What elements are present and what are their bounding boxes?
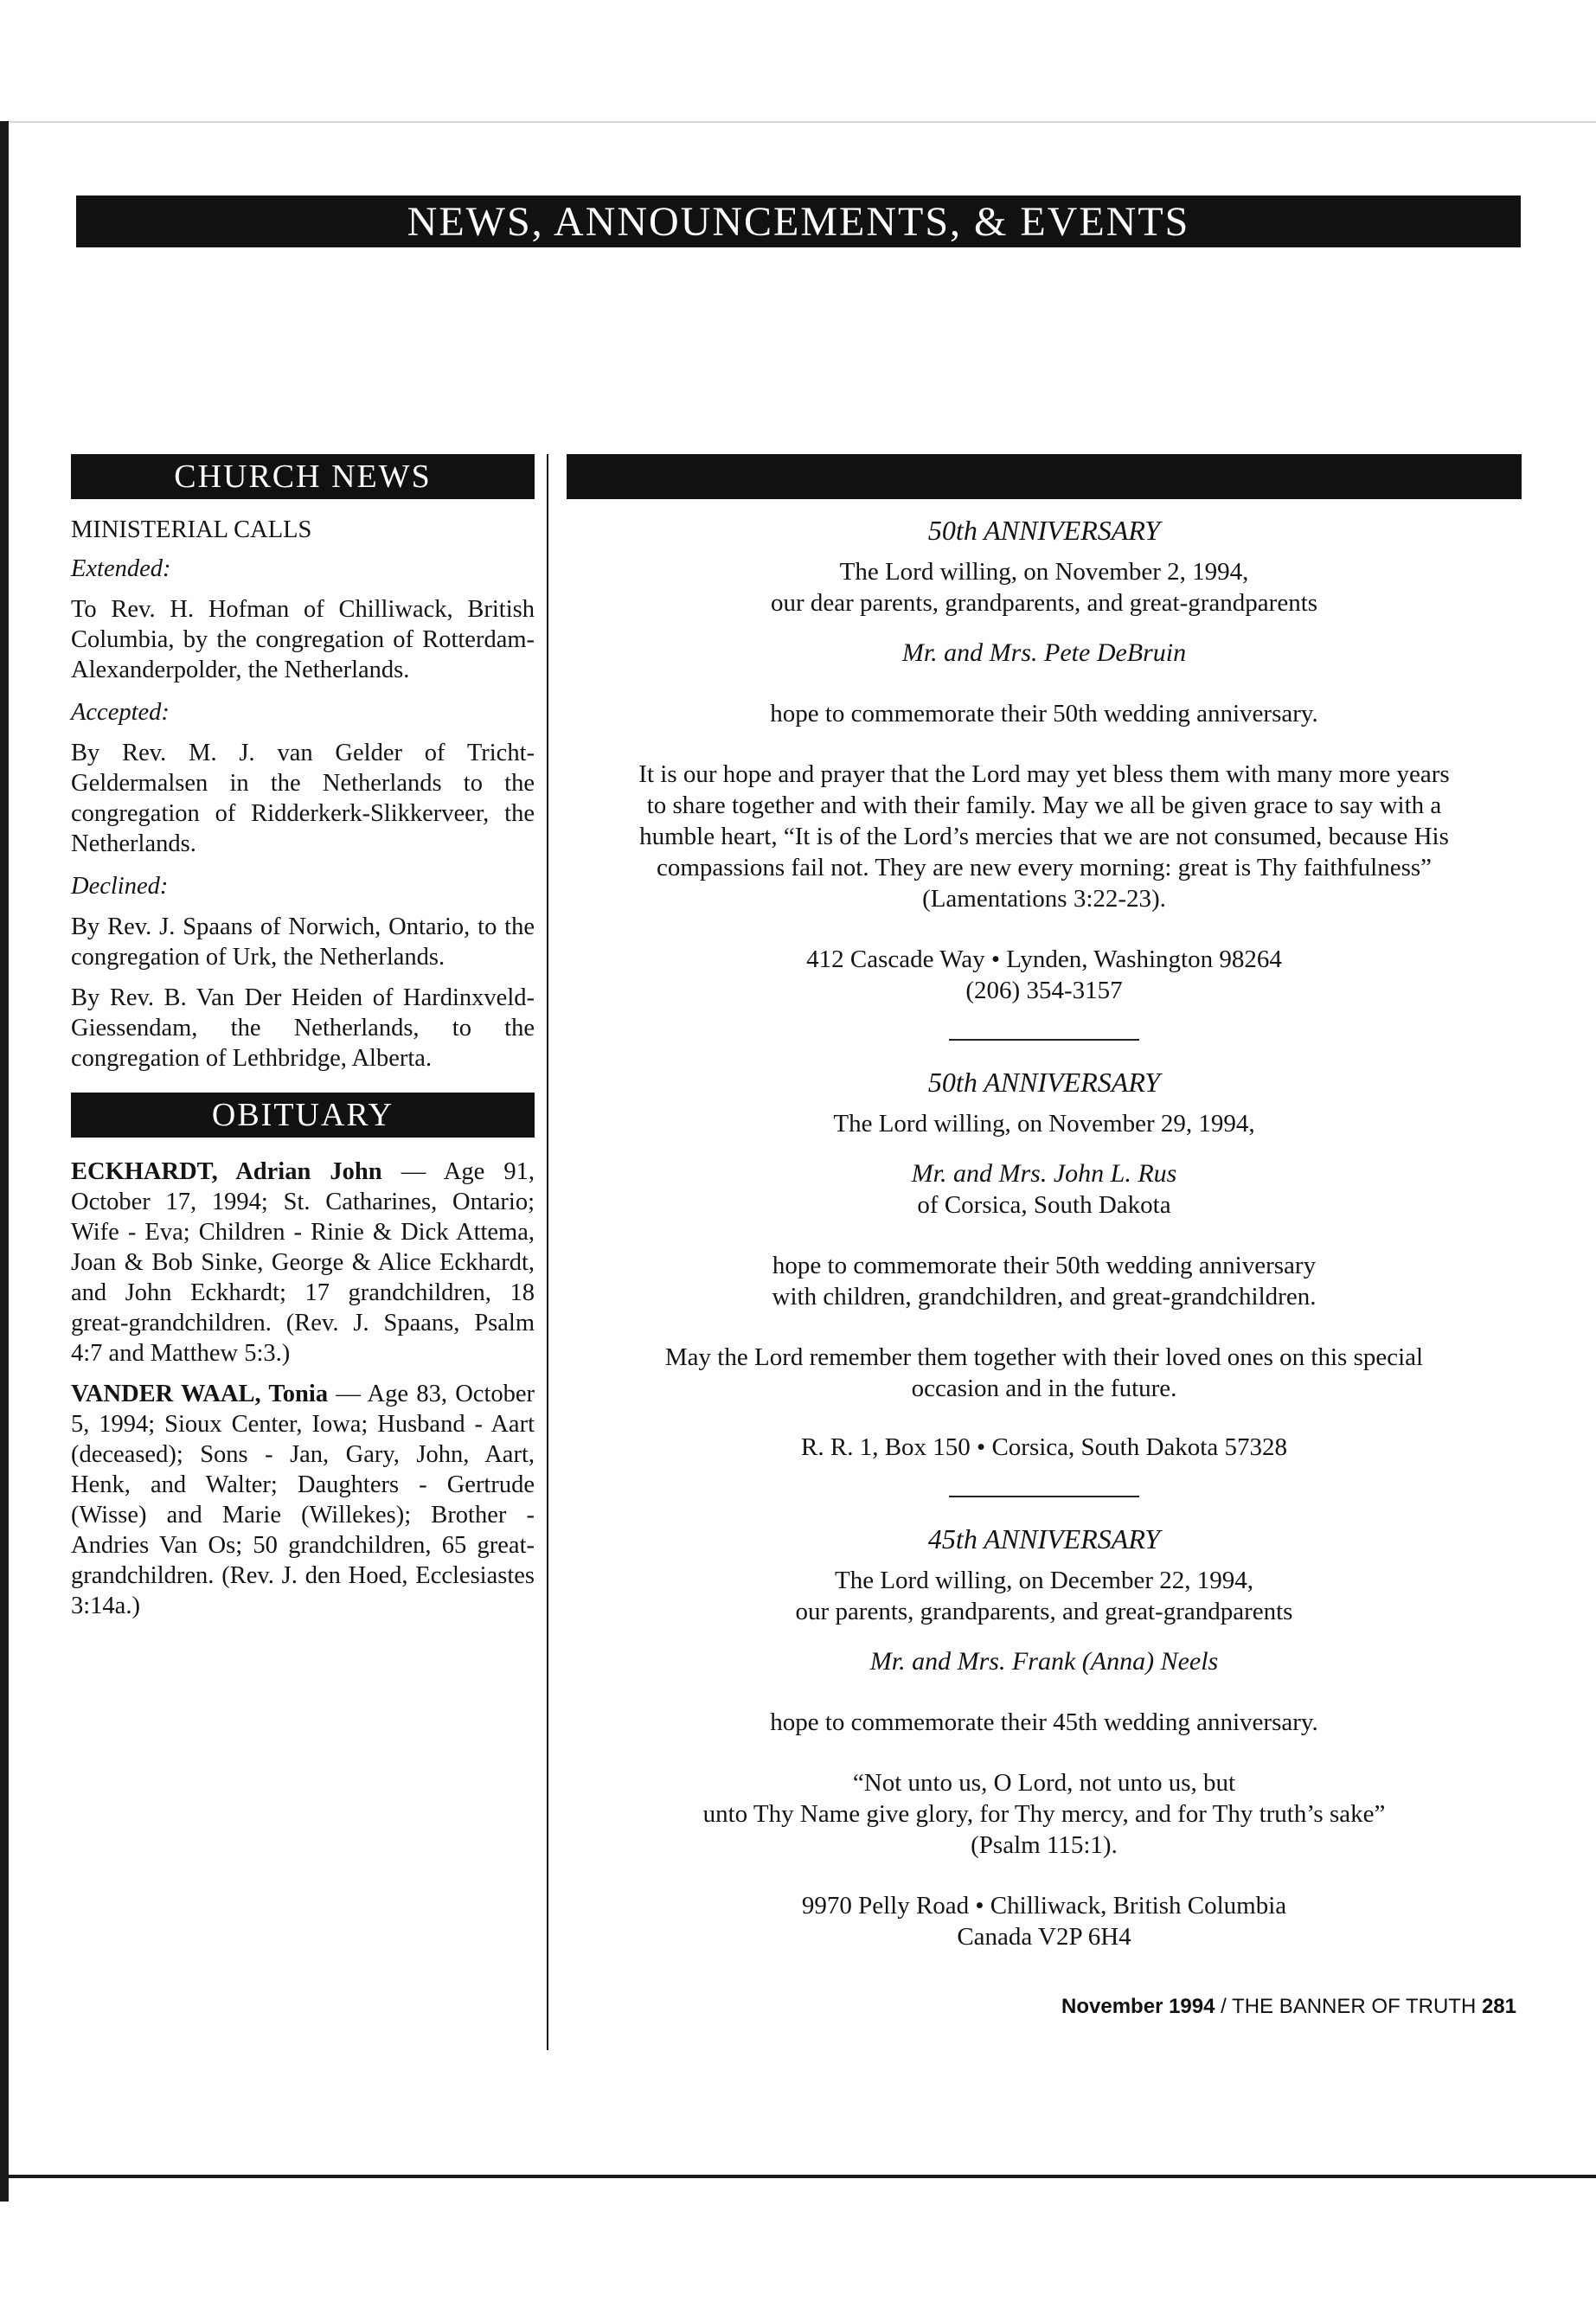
announcement-message-line: May the Lord remember them together with their loved ones on this special — [664, 1343, 1424, 1371]
announcement-intro-line: The Lord willing, on November 2, 1994, — [839, 558, 1249, 586]
announcement-hope: hope to commemorate their 50th wedding anniversary. — [770, 700, 1318, 727]
church-news-heading: CHURCH NEWS — [71, 454, 535, 499]
announcement-address-line: 412 Cascade Way • Lynden, Washington 98264 — [806, 945, 1282, 973]
announcement-hope: hope to commemorate their 50th wedding anniversary — [772, 1252, 1317, 1279]
announcement-intro-line: The Lord willing, on November 29, 1994, — [833, 1110, 1255, 1138]
obituary-entry — [71, 1379, 535, 1621]
declined-text-1: By Rev. J. Spaans of Norwich, Ontario, to the congregation of Urk, the Netherlands. — [71, 913, 535, 971]
extended-text: To Rev. H. Hofman of Chilliwack, British Columbia, by the congregation of Rotterdam-Alexanderpolder, the Netherlands. — [71, 596, 535, 683]
announcement-couple-location: of Corsica, South Dakota — [917, 1191, 1171, 1219]
extended-label: Extended: — [71, 555, 171, 582]
obituary-text: — Age 91, October 17, 1994; St. Catharines, Ontario; Wife - Eva; Children - Rinie & Dick Attema, Joan & Bob Sinke, George & Alice Eckhardt, and John Eckhardt; 17 grandchildren, 18 great-grandchildren. (Rev. J. Spaans, Psalm 4:7 and Matthew 5:3.) — [71, 1158, 535, 1367]
accepted-text: By Rev. M. J. van Gelder of Tricht-Geldermalsen in the Netherlands to the congregation of Ridderkerk-Slikkerveer, the Netherlands. — [71, 740, 535, 857]
declined-text-2: By Rev. B. Van Der Heiden of Hardinxveld-Giessendam, the Netherlands, to the congregation of Lethbridge, Alberta. — [71, 984, 535, 1072]
announcement-separator — [949, 1039, 1139, 1041]
obituary-heading: OBITUARY — [71, 1093, 535, 1138]
announcement-phone: (206) 354-3157 — [965, 977, 1123, 1004]
announcement-address-line: R. R. 1, Box 150 • Corsica, South Dakota 57328 — [801, 1433, 1287, 1461]
declined-label: Declined: — [71, 873, 169, 900]
announcement-separator — [949, 1496, 1139, 1497]
accepted-label: Accepted: — [71, 699, 170, 726]
page-banner: NEWS, ANNOUNCEMENTS, & EVENTS — [76, 195, 1521, 247]
footer-date: November 1994 — [1061, 1995, 1215, 2018]
announcement-hope: with children, grandchildren, and great-grandchildren. — [772, 1283, 1317, 1311]
announcements-header-bar — [567, 454, 1522, 499]
announcement-message-line: compassions fail not. They are new every morning: great is Thy faithfulness” — [656, 854, 1433, 881]
ministerial-calls-subheading: MINISTERIAL CALLS — [71, 516, 312, 543]
announcement-title: 50th ANNIVERSARY — [927, 515, 1161, 546]
announcement-2 — [567, 1067, 1522, 1463]
announcement-message-line: (Psalm 115:1). — [971, 1831, 1118, 1859]
footer-page-number: 281 — [1481, 1995, 1516, 2018]
announcement-couple: Mr. and Mrs. John L. Rus — [911, 1159, 1177, 1188]
announcement-address-line: 9970 Pelly Road • Chilliwack, British Columbia — [801, 1892, 1287, 1920]
announcement-intro-line: our parents, grandparents, and great-grandparents — [795, 1598, 1293, 1625]
footer-publication: / THE BANNER OF TRUTH — [1215, 1995, 1482, 2018]
right-column — [567, 454, 1522, 1952]
scan-edge-top — [0, 121, 1596, 123]
announcement-title: 45th ANNIVERSARY — [927, 1523, 1161, 1554]
announcement-message-line: unto Thy Name give glory, for Thy mercy, and for Thy truth’s sake” — [702, 1800, 1386, 1828]
obituary-text: — Age 83, October 5, 1994; Sioux Center, Iowa; Husband - Aart (deceased); Sons - Jan, Gary, John, Aart, Henk, and Walter; Daughters - Gertrude (Wisse) and Marie (Willekes); Brother - Andries Van Os; 50 grandchildren, 65 great-grandchildren. (Rev. J. den Hoed, Ecclesiastes 3:14a.) — [71, 1381, 535, 1619]
obituary-name: VANDER WAAL, Tonia — [71, 1381, 329, 1407]
column-divider — [547, 454, 548, 2050]
announcement-message-line: to share together and with their family. May we all be given grace to say with a — [646, 792, 1442, 819]
obituary-entry — [71, 1157, 535, 1368]
page-footer — [1061, 1995, 1516, 2019]
announcement-message-line: “Not unto us, O Lord, not unto us, but — [852, 1769, 1236, 1797]
announcement-1 — [567, 515, 1522, 1006]
scan-edge-left — [0, 121, 9, 2202]
announcement-3 — [567, 1523, 1522, 1952]
left-column — [71, 454, 535, 1621]
announcement-message-line: humble heart, “It is of the Lord’s mercies that we are not consumed, because His — [639, 823, 1449, 850]
announcement-couple: Mr. and Mrs. Pete DeBruin — [901, 638, 1187, 667]
announcement-couple: Mr. and Mrs. Frank (Anna) Neels — [869, 1647, 1219, 1676]
announcement-title: 50th ANNIVERSARY — [927, 1067, 1161, 1098]
announcement-address-line: Canada V2P 6H4 — [957, 1923, 1131, 1951]
scan-edge-bottom — [0, 2175, 1596, 2178]
announcement-message-line: occasion and in the future. — [911, 1375, 1177, 1402]
announcement-intro-line: our dear parents, grandparents, and great-grandparents — [770, 589, 1318, 617]
announcement-message-line: It is our hope and prayer that the Lord may yet bless them with many more years — [638, 760, 1450, 788]
announcement-intro-line: The Lord willing, on December 22, 1994, — [834, 1567, 1254, 1594]
announcement-hope: hope to commemorate their 45th wedding anniversary. — [770, 1708, 1318, 1736]
obituary-name: ECKHARDT, Adrian John — [71, 1158, 382, 1185]
announcement-message-line: (Lamentations 3:22-23). — [922, 885, 1166, 913]
